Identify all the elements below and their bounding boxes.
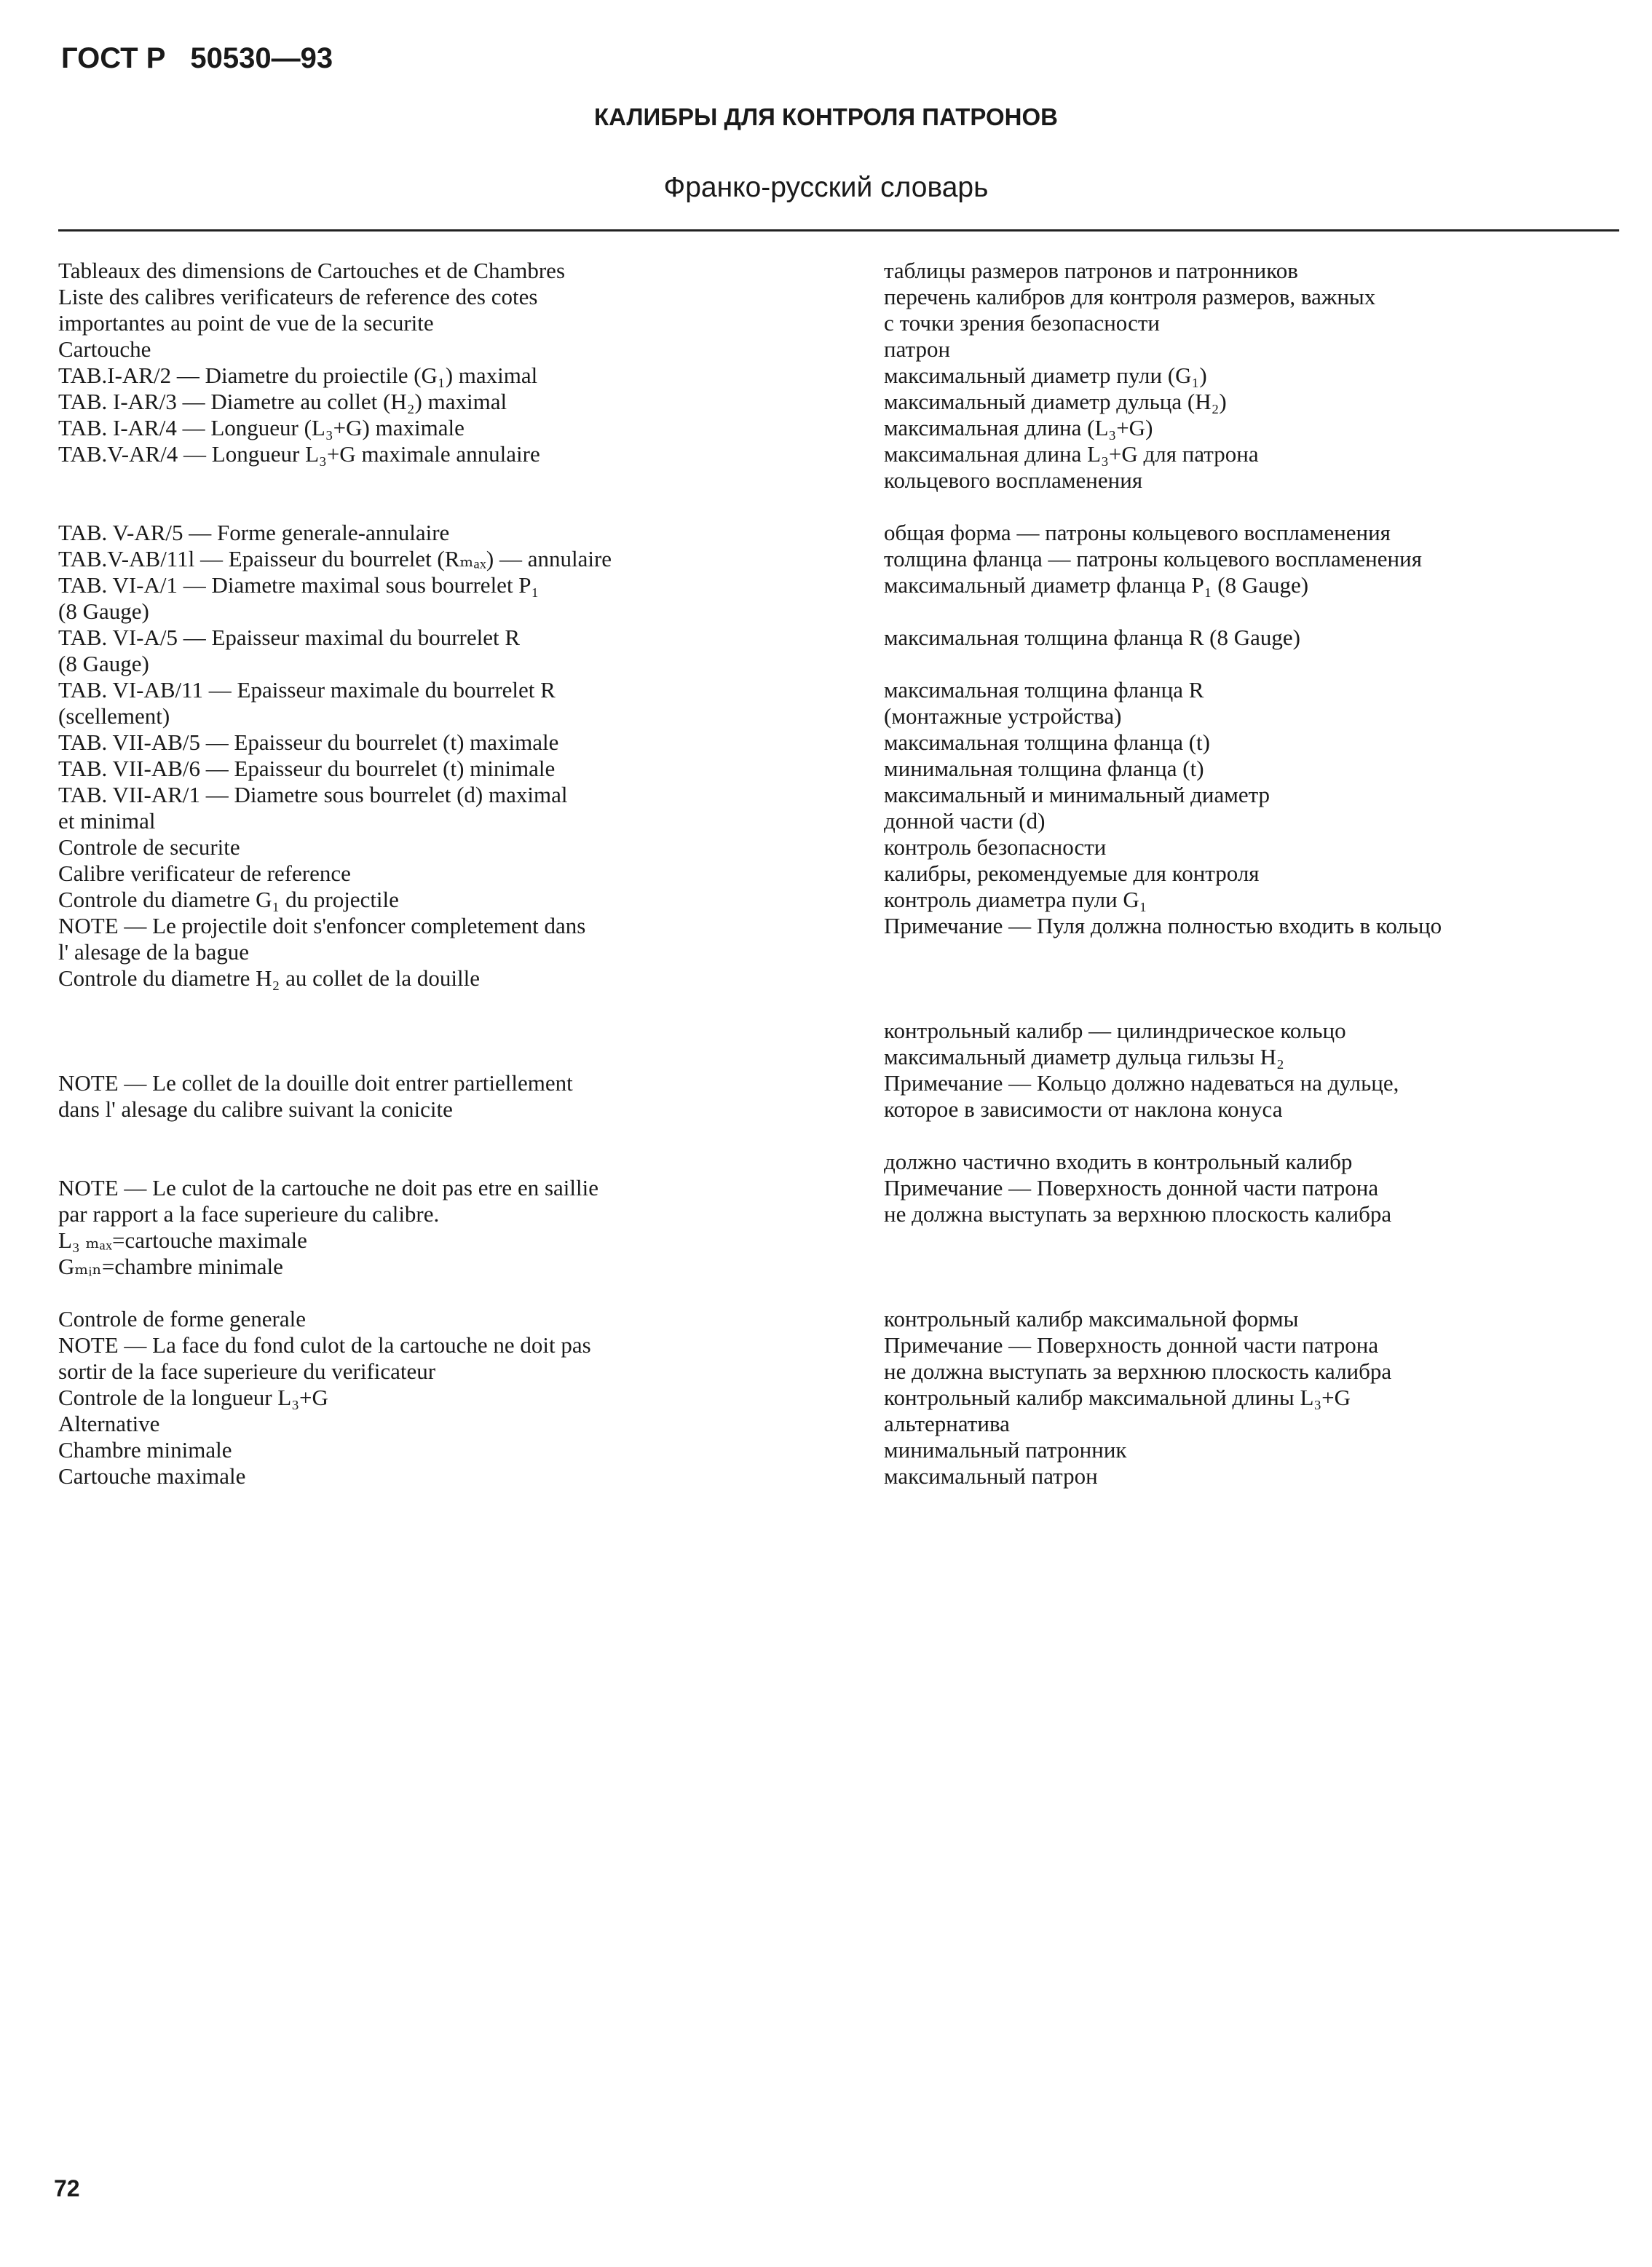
group-spacer bbox=[58, 494, 1624, 520]
french-term bbox=[58, 467, 880, 494]
group-spacer bbox=[58, 1280, 1624, 1306]
french-term: TAB.V-AR/4 — Longueur L₃+G maximale annulaire bbox=[58, 441, 540, 467]
dictionary-row bbox=[58, 834, 1624, 860]
russian-term: максимальная длина L₃+G для патрона bbox=[884, 441, 1259, 467]
dictionary-row bbox=[58, 1175, 1624, 1201]
french-term: NOTE — La face du fond culot de la cartouche ne doit pas bbox=[58, 1332, 591, 1358]
dictionary-row bbox=[58, 1149, 1624, 1175]
dictionary-row bbox=[58, 336, 1624, 363]
header-divider bbox=[58, 229, 1619, 232]
russian-term: максимальная толщина фланца R (8 Gauge) bbox=[884, 625, 1300, 650]
french-term: Gₘᵢₙ=chambre minimale bbox=[58, 1254, 283, 1279]
russian-term bbox=[880, 1254, 1624, 1280]
dictionary-row bbox=[58, 546, 1624, 572]
dictionary-row bbox=[58, 1201, 1624, 1227]
dictionary-row bbox=[58, 598, 1624, 625]
french-term: Tableaux des dimensions de Cartouches et de Chambres bbox=[58, 258, 566, 283]
dictionary-row bbox=[58, 1018, 1624, 1044]
russian-term: максимальный диаметр дульца (H₂) bbox=[884, 389, 1227, 414]
dictionary-row bbox=[58, 1358, 1624, 1385]
french-term: Controle de forme generale bbox=[58, 1306, 306, 1332]
french-term: Alternative bbox=[58, 1411, 160, 1436]
russian-term: Примечание — Поверхность донной части патрона bbox=[884, 1332, 1379, 1358]
french-term: TAB. VII-AB/6 — Epaisseur du bourrelet (t) minimale bbox=[58, 756, 556, 781]
dictionary-row bbox=[58, 729, 1624, 756]
russian-term: максимальный диаметр пули (G₁) bbox=[884, 363, 1207, 388]
french-term: (8 Gauge) bbox=[58, 598, 149, 624]
dictionary-row bbox=[58, 887, 1624, 913]
russian-term bbox=[880, 1227, 1624, 1254]
russian-term bbox=[880, 598, 1624, 625]
russian-term: донной части (d) bbox=[884, 808, 1046, 834]
french-term: TAB. VII-AB/5 — Epaisseur du bourrelet (t) maximale bbox=[58, 729, 559, 755]
french-term: TAB. VI-AB/11 — Epaisseur maximale du bourrelet R bbox=[58, 677, 556, 703]
dictionary-row bbox=[58, 389, 1624, 415]
russian-term bbox=[880, 965, 1624, 992]
group-spacer bbox=[58, 1123, 1624, 1149]
dictionary-row bbox=[58, 808, 1624, 834]
dictionary-row bbox=[58, 860, 1624, 887]
french-term: Controle du diametre H₂ au collet de la douille bbox=[58, 965, 480, 991]
russian-term: не должна выступать за верхнюю плоскость калибра bbox=[884, 1201, 1392, 1227]
russian-term bbox=[880, 939, 1624, 965]
dictionary-row bbox=[58, 310, 1624, 336]
french-term: (8 Gauge) bbox=[58, 651, 149, 676]
russian-term: максимальная длина (L₃+G) bbox=[884, 415, 1153, 440]
dictionary-row bbox=[58, 939, 1624, 965]
french-term: Cartouche maximale bbox=[58, 1463, 246, 1489]
dictionary-row bbox=[58, 625, 1624, 651]
russian-term: контрольный калибр максимальной длины L₃+G bbox=[884, 1385, 1351, 1410]
french-term: Controle de la longueur L₃+G bbox=[58, 1385, 328, 1410]
russian-term: максимальная толщина фланца (t) bbox=[884, 729, 1210, 755]
dictionary-row bbox=[58, 441, 1624, 467]
russian-term: калибры, рекомендуемые для контроля bbox=[884, 860, 1260, 886]
russian-term: минимальный патронник bbox=[884, 1437, 1127, 1463]
russian-term: контрольный калибр максимальной формы bbox=[884, 1306, 1299, 1332]
page-number: 72 bbox=[54, 2175, 80, 2201]
dictionary-row bbox=[58, 1070, 1624, 1096]
russian-term: кольцевого воспламенения bbox=[884, 467, 1143, 493]
russian-term: должно частично входить в контрольный калибр bbox=[884, 1149, 1353, 1174]
russian-term: Примечание — Кольцо должно надеваться на дульце, bbox=[884, 1070, 1399, 1096]
dictionary-row bbox=[58, 1254, 1624, 1280]
french-term bbox=[58, 1044, 880, 1070]
dictionary-row bbox=[58, 651, 1624, 677]
russian-term: которое в зависимости от наклона конуса bbox=[884, 1096, 1283, 1122]
dictionary-row bbox=[58, 467, 1624, 494]
french-term: Liste des calibres verificateurs de reference des cotes bbox=[58, 284, 538, 309]
dictionary-row bbox=[58, 1096, 1624, 1123]
french-term: Calibre verificateur de reference bbox=[58, 860, 351, 886]
dictionary-row bbox=[58, 756, 1624, 782]
russian-term: патрон bbox=[884, 336, 951, 362]
dictionary-row bbox=[58, 284, 1624, 310]
dictionary-row bbox=[58, 1411, 1624, 1437]
russian-term: Примечание — Пуля должна полностью входить в кольцо bbox=[884, 913, 1442, 938]
russian-term: общая форма — патроны кольцевого воспламенения bbox=[884, 520, 1391, 545]
dictionary-row bbox=[58, 677, 1624, 703]
french-term: Cartouche bbox=[58, 336, 151, 362]
french-term: Controle de securite bbox=[58, 834, 240, 860]
french-term: TAB. VI-A/5 — Epaisseur maximal du bourrelet R bbox=[58, 625, 521, 650]
russian-term: перечень калибров для контроля размеров, важных bbox=[884, 284, 1376, 309]
french-term bbox=[58, 1149, 880, 1175]
russian-term: Примечание — Поверхность донной части патрона bbox=[884, 1175, 1379, 1200]
dictionary-row bbox=[58, 1044, 1624, 1070]
russian-term: максимальный диаметр фланца P₁ (8 Gauge) bbox=[884, 572, 1309, 598]
french-term: dans l' alesage du calibre suivant la conicite bbox=[58, 1096, 453, 1122]
standard-label: ГОСТ Р bbox=[61, 42, 166, 74]
french-term: TAB. I-AR/3 — Diametre au collet (H₂) maximal bbox=[58, 389, 507, 414]
russian-term: (монтажные устройства) bbox=[884, 703, 1122, 729]
dictionary-row bbox=[58, 965, 1624, 992]
standard-number: 50530—93 bbox=[190, 42, 333, 74]
french-term: et minimal bbox=[58, 808, 156, 834]
russian-term: минимальная толщина фланца (t) bbox=[884, 756, 1204, 781]
dictionary-row bbox=[58, 703, 1624, 729]
french-term: NOTE — Le culot de la cartouche ne doit pas etre en saillie bbox=[58, 1175, 598, 1200]
dictionary-row bbox=[58, 520, 1624, 546]
page-subtitle: Франко-русский словарь bbox=[663, 172, 989, 203]
page-title: КАЛИБРЫ ДЛЯ КОНТРОЛЯ ПАТРОНОВ bbox=[594, 103, 1058, 130]
russian-term: максимальный и минимальный диаметр bbox=[884, 782, 1270, 807]
french-term: (scellement) bbox=[58, 703, 170, 729]
dictionary-row bbox=[58, 415, 1624, 441]
french-term: par rapport a la face superieure du calibre. bbox=[58, 1201, 440, 1227]
document-code bbox=[61, 42, 333, 75]
dictionary-row bbox=[58, 1227, 1624, 1254]
french-term: TAB. I-AR/4 — Longueur (L₃+G) maximale bbox=[58, 415, 465, 440]
russian-term: контрольный калибр — цилиндрическое кольцо bbox=[884, 1018, 1346, 1043]
dictionary-entries bbox=[58, 258, 1624, 1489]
french-term: NOTE — Le collet de la douille doit entrer partiellement bbox=[58, 1070, 573, 1096]
group-spacer bbox=[58, 992, 1624, 1018]
french-term: Controle du diametre G₁ du projectile bbox=[58, 887, 399, 912]
french-term: importantes au point de vue de la securite bbox=[58, 310, 434, 336]
russian-term: максимальный диаметр дульца гильзы H₂ bbox=[884, 1044, 1284, 1069]
russian-term: толщина фланца — патроны кольцевого воспламенения bbox=[884, 546, 1422, 571]
russian-term: контроль диаметра пули G₁ bbox=[884, 887, 1147, 912]
french-term: NOTE — Le projectile doit s'enfoncer completement dans bbox=[58, 913, 586, 938]
french-term bbox=[58, 1018, 880, 1044]
dictionary-row bbox=[58, 913, 1624, 939]
french-term: Chambre minimale bbox=[58, 1437, 232, 1463]
russian-term: альтернатива bbox=[884, 1411, 1010, 1436]
russian-term bbox=[880, 651, 1624, 677]
french-term: l' alesage de la bague bbox=[58, 939, 250, 965]
russian-term: не должна выступать за верхнюю плоскость калибра bbox=[884, 1358, 1392, 1384]
dictionary-row bbox=[58, 1463, 1624, 1489]
russian-term: максимальная толщина фланца R bbox=[884, 677, 1204, 703]
french-term: sortir de la face superieure du verificateur bbox=[58, 1358, 436, 1384]
dictionary-row bbox=[58, 1332, 1624, 1358]
dictionary-row bbox=[58, 782, 1624, 808]
russian-term: контроль безопасности bbox=[884, 834, 1107, 860]
dictionary-row bbox=[58, 363, 1624, 389]
french-term: TAB. V-AR/5 — Forme generale-annulaire bbox=[58, 520, 450, 545]
french-term: TAB. VII-AR/1 — Diametre sous bourrelet (d) maximal bbox=[58, 782, 568, 807]
russian-term: с точки зрения безопасности bbox=[884, 310, 1160, 336]
dictionary-row bbox=[58, 1385, 1624, 1411]
dictionary-row bbox=[58, 1437, 1624, 1463]
french-term: TAB.I-AR/2 — Diametre du proiectile (G₁) maximal bbox=[58, 363, 538, 388]
dictionary-row bbox=[58, 572, 1624, 598]
french-term: TAB.V-AB/11l — Epaisseur du bourrelet (Rₘₐₓ) — annulaire bbox=[58, 546, 612, 571]
dictionary-row bbox=[58, 1306, 1624, 1332]
dictionary-row bbox=[58, 258, 1624, 284]
french-term: TAB. VI-A/1 — Diametre maximal sous bourrelet P₁ bbox=[58, 572, 540, 598]
french-term: L₃ ₘₐₓ=cartouche maximale bbox=[58, 1227, 307, 1253]
russian-term: таблицы размеров патронов и патронников bbox=[884, 258, 1298, 283]
russian-term: максимальный патрон bbox=[884, 1463, 1098, 1489]
